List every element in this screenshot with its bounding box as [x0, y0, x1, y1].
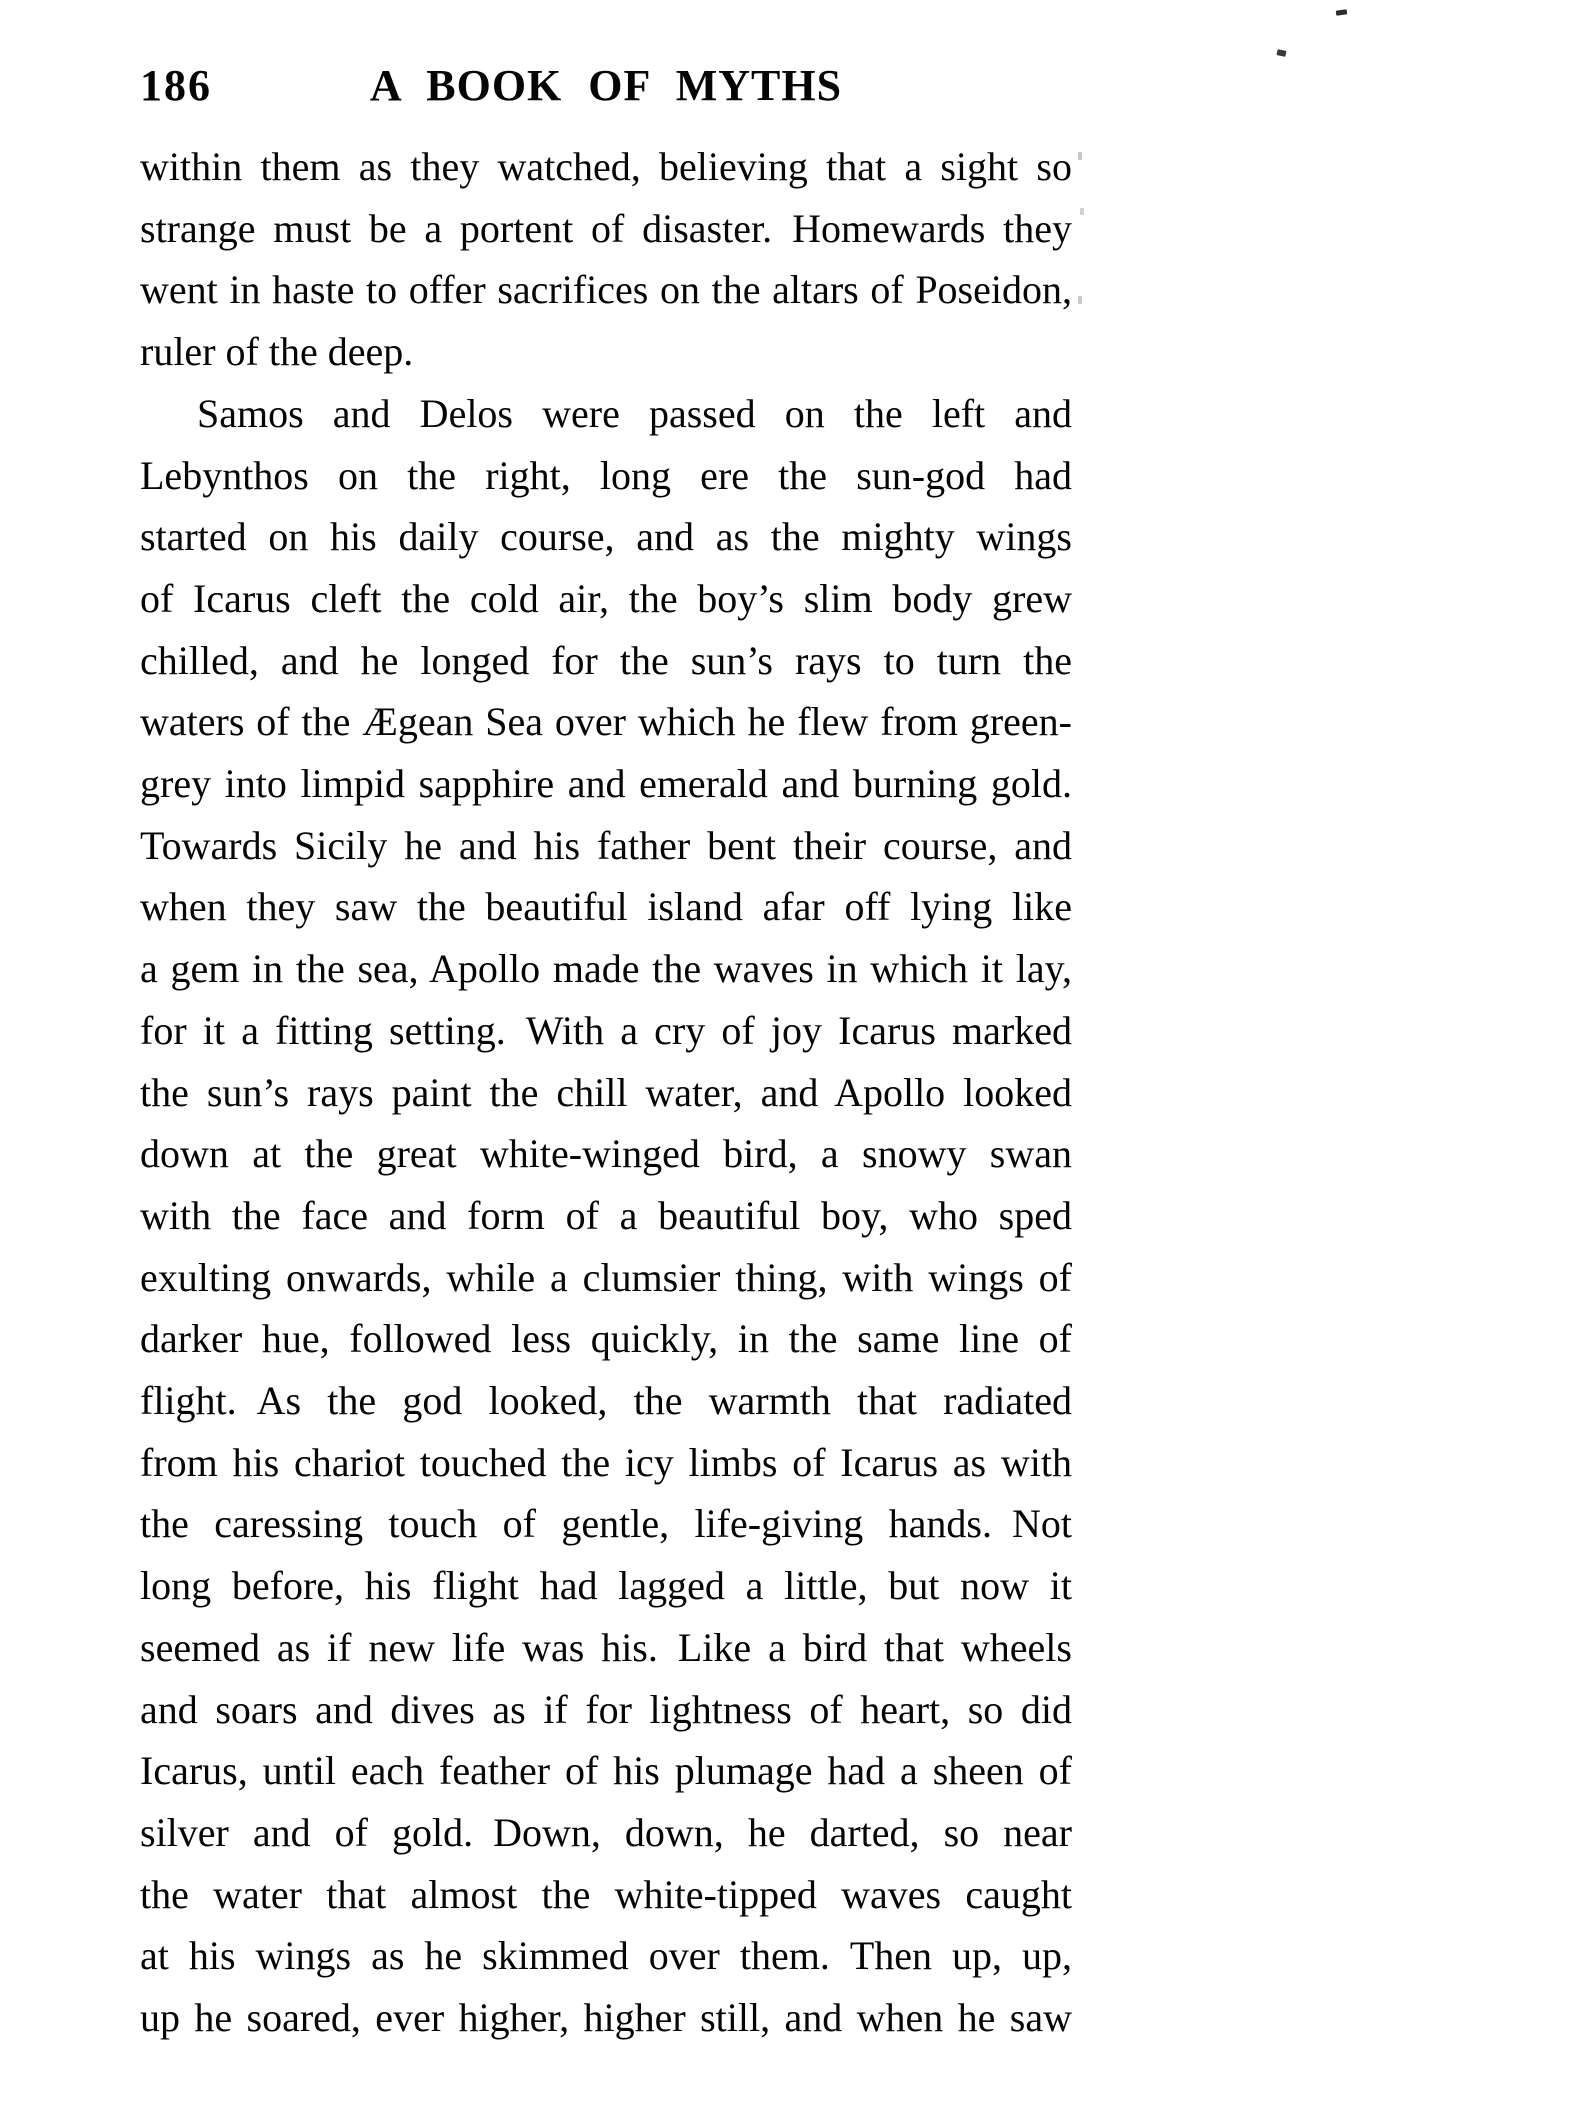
- text-line: at his wings as he skimmed over them. Then up, up,: [140, 1933, 1072, 1979]
- text-line: strange must be a portent of disaster. Homewards they: [140, 205, 1072, 251]
- text-line: within them as they watched, believing that a sight so: [140, 144, 1072, 189]
- text-block: [140, 61, 1072, 2049]
- scan-speck: [1080, 208, 1084, 215]
- page-header: [140, 61, 1072, 110]
- text-line: the caressing touch of gentle, life-giving hands. Not: [140, 1501, 1072, 1547]
- text-line: seemed as if new life was his. Like a bird that wheels: [140, 1624, 1072, 1670]
- text-line: Lebynthos on the right, long ere the sun-god had: [140, 452, 1072, 498]
- text-line: started on his daily course, and as the mighty wings: [140, 514, 1072, 560]
- page-number: 186: [140, 61, 212, 110]
- scan-speck: [1078, 296, 1082, 304]
- text-line: went in haste to offer sacrifices on the altars of Poseidon,: [140, 267, 1072, 313]
- text-line: the water that almost the white-tipped waves caught: [140, 1871, 1072, 1917]
- text-line: waters of the Ægean Sea over which he flew from green-: [140, 699, 1072, 745]
- text-line: Samos and Delos were passed on the left and: [197, 390, 1072, 436]
- text-line: up he soared, ever higher, higher still, and when he saw: [140, 1995, 1072, 2041]
- text-line: and soars and dives as if for lightness of heart, so did: [140, 1686, 1072, 1732]
- text-line: Towards Sicily he and his father bent their course, and: [140, 822, 1072, 868]
- text-line: grey into limpid sapphire and emerald and burning gold.: [140, 761, 1072, 807]
- text-line: flight. As the god looked, the warmth that radiated: [140, 1378, 1072, 1424]
- running-title: A BOOK OF MYTHS: [369, 61, 843, 110]
- text-line: silver and of gold. Down, down, he darted, so near: [140, 1809, 1072, 1855]
- text-line: when they saw the beautiful island afar off lying like: [140, 884, 1072, 930]
- text-line: down at the great white-winged bird, a snowy swan: [140, 1131, 1072, 1177]
- body-text: [140, 136, 1072, 2049]
- text-line: ruler of the deep.: [140, 329, 414, 375]
- text-line: with the face and form of a beautiful boy, who sped: [140, 1192, 1072, 1238]
- scan-speck: [1078, 152, 1082, 160]
- text-line: a gem in the sea, Apollo made the waves in which it lay,: [140, 946, 1072, 992]
- text-line: of Icarus cleft the cold air, the boy’s slim body grew: [140, 575, 1072, 621]
- scan-speck: [1336, 9, 1348, 15]
- text-line: long before, his flight had lagged a little, but now it: [140, 1563, 1072, 1609]
- text-line: exulting onwards, while a clumsier thing, with wings of: [140, 1254, 1072, 1300]
- text-line: Icarus, until each feather of his plumage had a sheen of: [140, 1748, 1072, 1794]
- text-line: darker hue, followed less quickly, in the same line of: [140, 1316, 1072, 1362]
- text-line: the sun’s rays paint the chill water, and Apollo looked: [140, 1069, 1072, 1115]
- text-line: from his chariot touched the icy limbs of Icarus as with: [140, 1439, 1072, 1485]
- text-line: for it a fitting setting. With a cry of joy Icarus marked: [140, 1007, 1072, 1053]
- scan-speck: [1276, 49, 1286, 57]
- text-line: chilled, and he longed for the sun’s rays to turn the: [140, 637, 1072, 683]
